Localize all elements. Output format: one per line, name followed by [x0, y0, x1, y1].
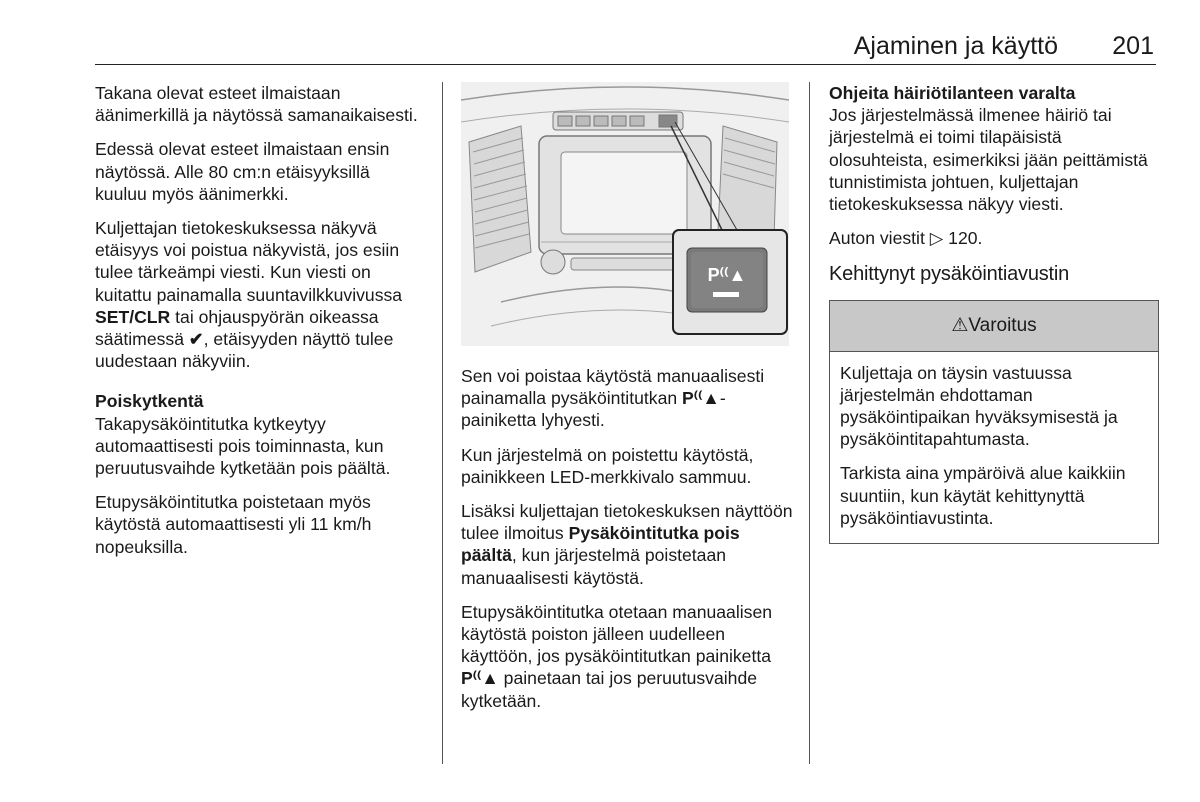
column-right: [829, 82, 1159, 544]
paragraph: [461, 365, 793, 432]
text: Kuljettajan tietokeskuksessa näkyvä etäisyys voi poistua näkyvistä, jos esiin tulee tärkeämpi viesti. Kun viesti on kuitattu painamalla suuntavilkkuvivussa: [95, 218, 403, 305]
paragraph: [829, 227, 1159, 249]
column-middle: [461, 365, 793, 724]
text: Etupysäköintitutka otetaan manuaalisen käytöstä poiston jälleen uudelleen käyttöön, jos pysäköintitutkan painiketta: [461, 601, 773, 667]
warning-body: [830, 352, 1158, 543]
paragraph: Takapysäköintitutka kytkeytyy automaattisesti pois toiminnasta, kun peruutusvaihde kytketään pois päältä.: [95, 413, 391, 479]
column-divider: [442, 82, 443, 764]
paragraph: Etupysäköintitutka poistetaan myös käytöstä automaattisesti yli 11 km/h nopeuksilla.: [95, 492, 372, 557]
paragraph: Kun järjestelmä on poistettu käytöstä, painikkeen LED-merkkivalo sammuu.: [461, 444, 754, 487]
dashboard-illustration: [461, 82, 789, 346]
parking-sensor-icon: P⁽⁽▲: [461, 668, 499, 689]
paragraph: Edessä olevat esteet ilmaistaan ensin näytössä. Alle 80 cm:n etäisyyksillä kuuluu myös äänimerkki.: [95, 139, 390, 204]
paragraph: [461, 601, 793, 712]
parking-sensor-icon: P⁽⁽▲: [682, 388, 720, 409]
text: , kun järjestelmä poistetaan manuaalisesti käytöstä.: [461, 545, 727, 588]
paragraph: Jos järjestelmässä ilmenee häiriö tai järjestelmä ei toimi tilapäisistä olosuhteista, esimerkiksi jään peittämistä tunnistimista johtuen, kuljettajan tietokeskuksessa näkyy viesti.: [829, 105, 1148, 215]
reference-arrow-icon: ▷: [929, 228, 944, 249]
subheading: Ohjeita häiriötilanteen varalta: [829, 83, 1076, 103]
text: -painiketta lyhyesti.: [461, 388, 726, 431]
parking-button-label: P⁽⁽▲: [707, 265, 747, 285]
column-left: [95, 82, 425, 570]
message-label: Pysäköintitutka pois päältä: [461, 523, 740, 566]
text: , etäisyyden näyttö tulee uudestaan näkyviin.: [95, 329, 394, 372]
paragraph: [461, 500, 793, 589]
check-icon: ✔: [188, 329, 204, 350]
set-clr-label: SET/CLR: [95, 306, 171, 327]
text: Sen voi poistaa käytöstä manuaalisesti painamalla pysäköintitutkan: [461, 366, 765, 409]
page-header: [95, 26, 1156, 65]
paragraph: Takana olevat esteet ilmaistaan äänimerkillä ja näytössä samanaikaisesti.: [95, 83, 418, 126]
console-drawing: [461, 82, 789, 346]
section-title: Ajaminen ja käyttö: [853, 32, 1058, 60]
paragraph: Tarkista aina ympäröivä alue kaikkiin suuntiin, kun käytät kehittynyttä pysäköintiavustinta.: [840, 463, 1126, 528]
subheading: Poiskytkentä: [95, 391, 204, 412]
column-divider: [809, 82, 810, 764]
page-reference: 120.: [943, 228, 983, 249]
section-heading: Kehittynyt pysäköintiavustin: [829, 263, 1070, 286]
text: Lisäksi kuljettajan tietokeskuksen näyttöön tulee ilmoitus: [461, 501, 793, 544]
warning-box: [829, 300, 1159, 544]
text: Auton viestit: [829, 228, 930, 249]
text: painetaan tai jos peruutusvaihde kytketään.: [461, 668, 758, 711]
paragraph: [95, 217, 425, 372]
warning-title: ⚠Varoitus: [830, 301, 1158, 352]
page-number: 201: [1112, 32, 1154, 60]
text: tai ohjauspyörän oikeassa säätimessä: [95, 306, 379, 350]
paragraph: Kuljettaja on täysin vastuussa järjestelmän ehdottaman pysäköintipaikan hyväksymisestä ja pysäköintitapahtumasta.: [840, 362, 1118, 450]
